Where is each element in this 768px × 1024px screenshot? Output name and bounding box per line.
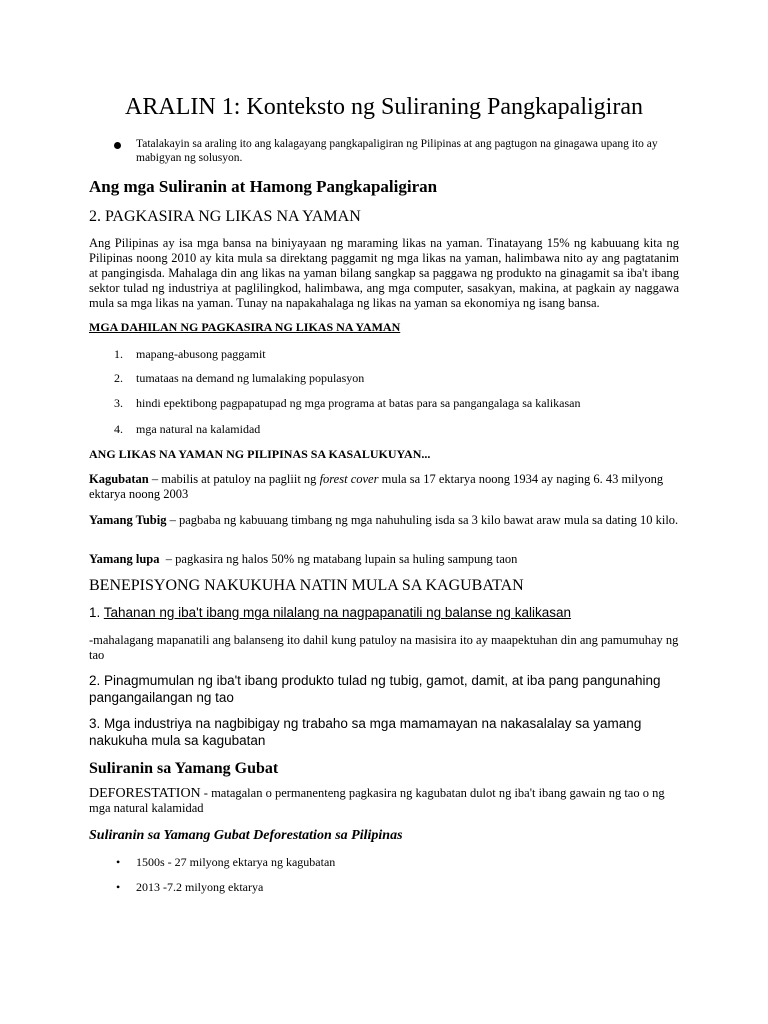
list-item: 3. hindi epektibong pagpapatupad ng mga programa at batas para sa pangangalaga sa kalikasan xyxy=(114,396,581,410)
ph-heading: Suliranin sa Yamang Gubat Deforestation sa Pilipinas xyxy=(89,828,403,843)
benefits-heading-block xyxy=(89,576,679,596)
current-heading-block xyxy=(89,447,679,462)
benefit-1: 1. Tahanan ng iba't ibang mga nilalang na nagpapanatili ng balanse ng kalikasan xyxy=(89,605,571,620)
subsection-heading-block xyxy=(89,207,679,227)
deforestation-block xyxy=(89,786,679,816)
benefit-1-note-block xyxy=(89,633,679,663)
list-item: • 2013 -7.2 milyong ektarya xyxy=(116,880,264,894)
causes-heading: MGA DAHILAN NG PAGKASIRA NG LIKAS NA YAMAN xyxy=(89,320,401,334)
lupa-text: Yamang lupa – pagkasira ng halos 50% ng matabang lupain sa huling sampung taon xyxy=(89,552,518,566)
benefit-1-note: -mahalagang mapanatili ang balanseng ito dahil kung patuloy na masisira ito ay maapektuhan din ang pamumuhay ng tao xyxy=(89,633,679,662)
kagubatan-text: Kagubatan – mabilis at patuloy na pagliit ng forest cover mula sa 17 ektarya noong 1934 ay naging 6. 43 milyong ektarya noong 2003 xyxy=(89,472,664,501)
bullet-icon xyxy=(114,142,121,149)
tubig-block xyxy=(89,513,679,528)
list-item: 1. mapang-abusong paggamit xyxy=(114,347,266,361)
list-item: 4. mga natural na kalamidad xyxy=(114,422,261,436)
deforestation-text: DEFORESTATION - matagalan o permanenteng pagkasira ng kagubatan dulot ng iba't ibang gawain ng tao o ng mga natural kalamidad xyxy=(89,786,665,815)
kagubatan-block xyxy=(89,472,679,502)
benefits-heading: BENEPISYONG NAKUKUHA NATIN MULA SA KAGUBATAN xyxy=(89,577,524,594)
intro-text: Tatalakayin sa araling ito ang kalagayang pangkapaligiran ng Pilipinas at ang pagtugon na ginagawa upang ito ay mabigyan ng solusyon. xyxy=(136,138,658,164)
section-heading-block xyxy=(89,176,679,198)
benefit-2-block xyxy=(89,672,679,706)
section-heading: Ang mga Suliranin at Hamong Pangkapaligiran xyxy=(89,177,438,196)
lupa-block xyxy=(89,552,679,567)
causes-heading-block xyxy=(89,320,679,335)
benefit-1-block xyxy=(89,604,679,621)
ph-heading-block xyxy=(89,827,679,845)
gubat-heading-block xyxy=(89,758,679,780)
gubat-heading: Suliranin sa Yamang Gubat xyxy=(89,760,279,777)
benefit-3: 3. Mga industriya na nagbibigay ng trabaho sa mga mamamayan na nakasalalay sa yamang nakukuha mula sa kagubatan xyxy=(89,716,642,748)
list-item: 2. tumataas na demand ng lumalaking populasyon xyxy=(114,371,365,385)
benefit-2: 2. Pinagmumulan ng iba't ibang produkto tulad ng tubig, gamot, damit, at iba pang pangunahing pangangailangan ng tao xyxy=(89,673,661,705)
subsection-heading: 2. PAGKASIRA NG LIKAS NA YAMAN xyxy=(89,208,361,225)
benefit-3-block xyxy=(89,715,679,749)
paragraph-1-block xyxy=(89,236,679,311)
list-item: • 1500s - 27 milyong ektarya ng kagubatan xyxy=(116,855,336,869)
page-title: ARALIN 1: Konteksto ng Suliraning Pangkapaligiran xyxy=(125,94,643,120)
current-heading: ANG LIKAS NA YAMAN NG PILIPINAS SA KASALUKUYAN... xyxy=(89,447,431,461)
tubig-text: Yamang Tubig – pagbaba ng kabuuang timbang ng mga nahuhuling isda sa 3 kilo bawat araw mula sa dating 10 kilo. xyxy=(89,513,679,527)
paragraph-1: Ang Pilipinas ay isa mga bansa na biniyayaan ng maraming likas na yaman. Tinatayang 15% ng kabuuang kita ng Pilipinas noong 2010 ay kita mula sa direktang paggamit ng mga likas na yaman, halimbawa nito ay ang pagtatanim at pangingisda. Mahalaga din ang likas na yaman bilang sangkap sa paggawa ng produkto na ginagamit sa iba't ibang sektor tulad ng industriya at paglilingkod, halimbawa, ang mga computer, sasakyan, makina, at pagkain ay naggawa mula sa mga likas na yaman. Tunay na napakahalaga ng likas na yaman sa ekonomiya ng isang bansa. xyxy=(89,236,679,310)
